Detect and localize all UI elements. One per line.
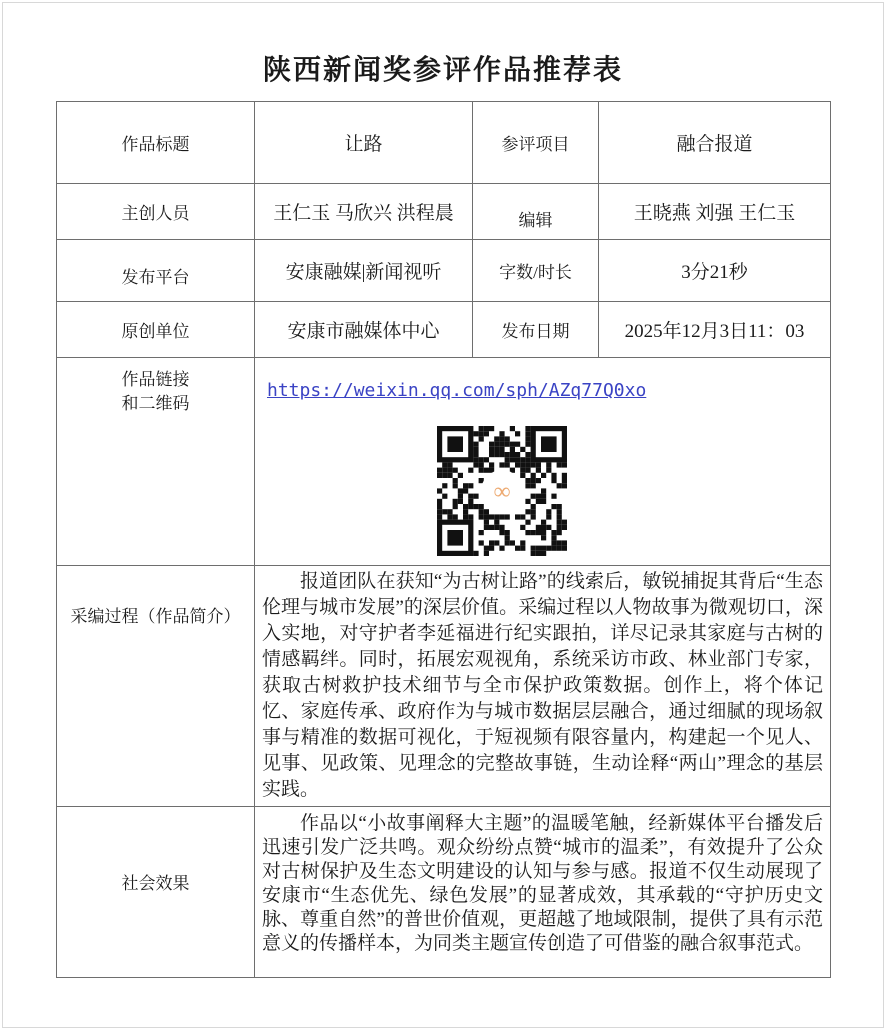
field-value-editing-process: 报道团队在获知“为古树让路”的线索后，敏锐捕捉其背后“生态伦理与城市发展”的深层价值。采编过程以人物故事为微观切口，深入实地，对守护者李延福进行纪实跟拍，详尽记录其家庭与古树的情感羁绊。同时，拓展宏观视角，系统采访市政、林业部门专家，获取古树救护技术细节与全市保护政策数据。创作上，将个体记忆、家庭传承、政府作为与城市数据层层融合，通过细腻的现场叙事与精准的数据可视化，于短视频有限容量内，构建起一个见人、见事、见政策、见理念的完整故事链，生动诠释“两山”理念的基层实践。 — [255, 566, 831, 807]
table-row — [57, 184, 831, 240]
field-value-link-qrcode — [255, 358, 831, 566]
field-label-social-effect: 社会效果 — [57, 807, 255, 978]
field-label-editing-process: 采编过程（作品简介） — [57, 566, 255, 807]
field-label-duration: 字数/时长 — [473, 240, 599, 302]
field-label-platform: 发布平台 — [57, 240, 255, 302]
field-value-entry-category: 融合报道 — [599, 102, 831, 184]
field-label-link-qrcode — [57, 358, 255, 566]
link-label-line2: 和二维码 — [121, 394, 190, 413]
field-label-publish-date: 发布日期 — [473, 302, 599, 358]
link-label-line1: 作品链接 — [121, 370, 190, 389]
field-value-publish-date: 2025年12月3日11：03 — [599, 302, 831, 358]
svg-text:∞: ∞ — [493, 479, 511, 505]
field-value-editors: 王晓燕 刘强 王仁玉 — [599, 184, 831, 240]
table-row — [57, 302, 831, 358]
table-row — [57, 102, 831, 184]
qr-code — [437, 426, 567, 556]
field-label-editors: 编辑 — [473, 184, 599, 240]
field-label-work-title: 作品标题 — [57, 102, 255, 184]
field-label-creators: 主创人员 — [57, 184, 255, 240]
field-value-work-title: 让路 — [255, 102, 473, 184]
page-title: 陕西新闻奖参评作品推荐表 — [262, 55, 623, 86]
field-value-platform: 安康融媒|新闻视听 — [255, 240, 473, 302]
field-label-entry-category: 参评项目 — [473, 102, 599, 184]
table-row — [57, 566, 831, 807]
field-value-original-unit: 安康市融媒体中心 — [255, 302, 473, 358]
recommendation-form-table — [56, 101, 831, 978]
field-label-original-unit: 原创单位 — [57, 302, 255, 358]
table-row — [57, 358, 831, 566]
table-row — [57, 807, 831, 978]
field-value-duration: 3分21秒 — [599, 240, 831, 302]
work-url-link[interactable]: https://weixin.qq.com/sph/AZq77Q0xo — [267, 380, 647, 401]
field-value-social-effect: 作品以“小故事阐释大主题”的温暖笔触，经新媒体平台播发后迅速引发广泛共鸣。观众纷纷点赞“城市的温柔”，有效提升了公众对古树保护及生态文明建设的认知与参与感。报道不仅生动展现了安康市“生态优先、绿色发展”的显著成效，其承载的“守护历史文脉、尊重自然”的普世价值观，更超越了地域限制，提供了具有示范意义的传播样本，为同类主题宣传创造了可借鉴的融合叙事范式。 — [255, 807, 831, 978]
table-row — [57, 240, 831, 302]
field-value-creators: 王仁玉 马欣兴 洪程晨 — [255, 184, 473, 240]
